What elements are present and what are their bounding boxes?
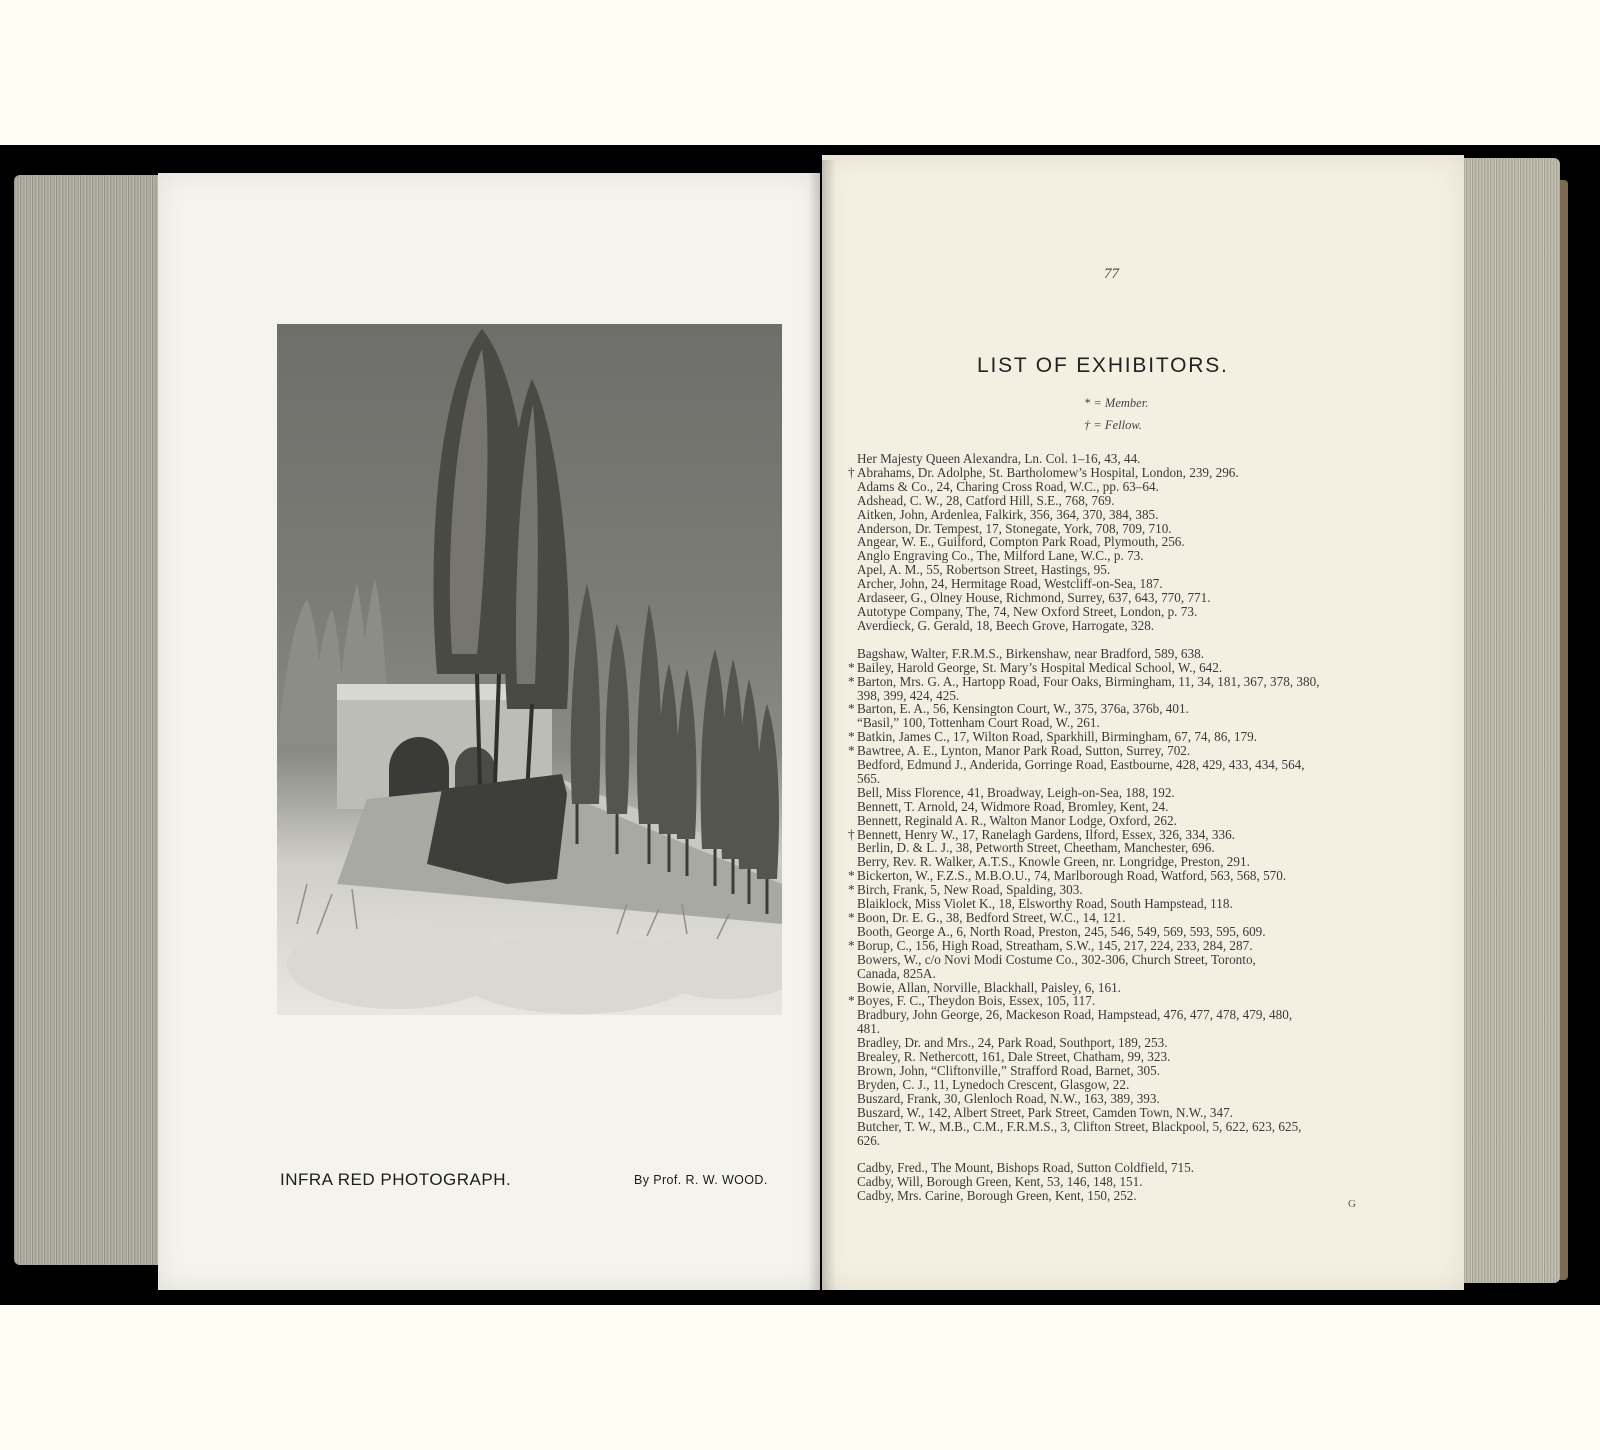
exhibitor-entry (848, 702, 1388, 716)
exhibitor-entry (848, 744, 1388, 758)
membership-mark: * (848, 993, 855, 1009)
group-gap (848, 1147, 1388, 1161)
exhibitor-text: Anderson, Dr. Tempest, 17, Stonegate, York, 708, 709, 710. (857, 520, 1172, 536)
exhibitor-text: Bagshaw, Walter, F.R.M.S., Birkenshaw, near Bradford, 589, 638. (857, 645, 1205, 661)
exhibitor-text: Angear, W. E., Guilford, Compton Park Road, Plymouth, 256. (857, 534, 1185, 550)
exhibitor-text: Bailey, Harold George, St. Mary’s Hospital Medical School, W., 642. (857, 659, 1223, 675)
page-edges-right (1460, 158, 1560, 1283)
exhibitor-entry (848, 1189, 1388, 1203)
exhibitor-text: Archer, John, 24, Hermitage Road, Westcliff-on-Sea, 187. (857, 576, 1163, 592)
exhibitor-text: Barton, E. A., 56, Kensington Court, W., 375, 376a, 376b, 401. (857, 701, 1189, 717)
exhibitor-entry (848, 869, 1388, 883)
membership-mark: * (848, 937, 855, 953)
infrared-photograph (277, 324, 782, 1015)
book-gutter (808, 160, 836, 1290)
page-edges-left (14, 175, 164, 1265)
exhibitor-entry (848, 939, 1388, 953)
exhibitor-entry-continuation: 398, 399, 424, 425. (857, 687, 960, 703)
exhibitor-entry (848, 1120, 1388, 1134)
exhibitor-text: Brealey, R. Nethercott, 161, Dale Street, Chatham, 99, 323. (857, 1049, 1171, 1065)
exhibitor-entry (848, 758, 1388, 772)
exhibitor-text: Boyes, F. C., Theydon Bois, Essex, 105, 117. (857, 993, 1096, 1009)
exhibitor-text: Cadby, Will, Borough Green, Kent, 53, 146, 148, 151. (857, 1174, 1143, 1190)
membership-mark: * (848, 910, 855, 925)
exhibitor-entry (848, 1175, 1388, 1189)
exhibitor-entry (848, 549, 1388, 563)
membership-mark: * (848, 729, 855, 745)
exhibitor-text: Borup, C., 156, High Road, Streatham, S.W., 145, 217, 224, 233, 284, 287. (857, 937, 1253, 953)
page-number: 77 (1104, 266, 1119, 282)
exhibitor-text: Buszard, Frank, 30, Glenloch Road, N.W., 163, 389, 393. (857, 1090, 1160, 1106)
exhibitor-entry (848, 1008, 1388, 1022)
exhibitor-entry (848, 1092, 1388, 1106)
exhibitor-text: Barton, Mrs. G. A., Hartopp Road, Four Oaks, Birmingham, 11, 34, 181, 367, 378, 380, (857, 673, 1320, 689)
exhibitor-text: Bennett, T. Arnold, 24, Widmore Road, Bromley, Kent, 24. (857, 798, 1169, 814)
exhibitor-entry (848, 925, 1388, 939)
exhibitor-text: Birch, Frank, 5, New Road, Spalding, 303. (857, 882, 1083, 898)
exhibitor-entry (848, 563, 1388, 577)
membership-mark: * (848, 882, 855, 898)
membership-mark: * (848, 743, 855, 759)
exhibitor-entry (848, 494, 1388, 508)
exhibitor-entry-continuation: 565. (857, 770, 881, 786)
exhibitor-entry (848, 466, 1388, 480)
photo-caption-title: INFRA RED PHOTOGRAPH. (280, 1170, 512, 1189)
exhibitor-text: Bradbury, John George, 26, Mackeson Road, Hampstead, 476, 477, 478, 479, 480, (857, 1007, 1293, 1023)
exhibitor-entry (848, 1036, 1388, 1050)
exhibitor-entry (848, 911, 1388, 925)
exhibitor-entry-continuation: 626. (857, 1132, 881, 1148)
exhibitor-text: Bickerton, W., F.Z.S., M.B.O.U., 74, Marlborough Road, Watford, 563, 568, 570. (857, 868, 1287, 884)
exhibitor-entry (848, 730, 1388, 744)
exhibitor-text: Ardaseer, G., Olney House, Richmond, Surrey, 637, 643, 770, 771. (857, 590, 1211, 606)
exhibitor-text: Her Majesty Queen Alexandra, Ln. Col. 1–16, 43, 44. (857, 451, 1141, 466)
exhibitor-entry (848, 591, 1388, 605)
exhibitor-text: “Basil,” 100, Tottenham Court Road, W., 261. (857, 715, 1100, 731)
exhibitor-text: Cadby, Fred., The Mount, Bishops Road, Sutton Coldfield, 715. (857, 1160, 1195, 1176)
exhibitor-text: Boon, Dr. E. G., 38, Bedford Street, W.C., 14, 121. (857, 910, 1126, 925)
exhibitor-entry (848, 1078, 1388, 1092)
exhibitor-entry (848, 883, 1388, 897)
membership-mark: * (848, 659, 855, 675)
exhibitor-entry (848, 981, 1388, 995)
exhibitor-entry (848, 800, 1388, 814)
exhibitor-text: Bradley, Dr. and Mrs., 24, Park Road, Southport, 189, 253. (857, 1035, 1168, 1051)
exhibitor-entry (848, 452, 1388, 466)
group-gap (848, 633, 1388, 647)
exhibitor-text: Bedford, Edmund J., Anderida, Gorringe Road, Eastbourne, 428, 429, 433, 434, 564, (857, 757, 1305, 773)
exhibitor-entry (848, 619, 1388, 633)
exhibitor-text: Bryden, C. J., 11, Lynedoch Crescent, Glasgow, 22. (857, 1076, 1130, 1092)
exhibitor-text: Cadby, Mrs. Carine, Borough Green, Kent, 150, 252. (857, 1188, 1137, 1204)
exhibitor-entry (848, 480, 1388, 494)
exhibitor-entry (848, 841, 1388, 855)
exhibitor-entry (848, 577, 1388, 591)
exhibitor-text: Bowers, W., c/o Novi Modi Costume Co., 302-306, Church Street, Toronto, (857, 951, 1256, 967)
exhibitor-entry (848, 508, 1388, 522)
exhibitor-text: Batkin, James C., 17, Wilton Road, Sparkhill, Birmingham, 67, 74, 86, 179. (857, 729, 1257, 745)
exhibitor-entry (848, 786, 1388, 800)
exhibitor-text: Bell, Miss Florence, 41, Broadway, Leigh-on-Sea, 188, 192. (857, 784, 1175, 800)
exhibitor-text: Bowie, Allan, Norville, Blackhall, Paisley, 6, 161. (857, 979, 1121, 995)
exhibitor-text: Blaiklock, Miss Violet K., 18, Elsworthy Road, South Hampstead, 118. (857, 896, 1233, 912)
exhibitor-text: Buszard, W., 142, Albert Street, Park Street, Camden Town, N.W., 347. (857, 1104, 1233, 1120)
exhibitor-entry (848, 814, 1388, 828)
membership-mark: † (848, 464, 855, 480)
exhibitor-entry (848, 647, 1388, 661)
exhibitor-entry (848, 605, 1388, 619)
exhibitor-text: Adams & Co., 24, Charing Cross Road, W.C., pp. 63–64. (857, 478, 1159, 494)
exhibitor-entry (848, 897, 1388, 911)
exhibitor-entry (848, 1064, 1388, 1078)
exhibitor-entry (848, 661, 1388, 675)
exhibitor-entry (848, 994, 1388, 1008)
exhibitor-entry (848, 828, 1388, 842)
exhibitor-text: Anglo Engraving Co., The, Milford Lane, W.C., p. 73. (857, 548, 1144, 564)
exhibitor-entry-continuation: Canada, 825A. (857, 965, 936, 981)
exhibitor-text: Berlin, D. & L. J., 38, Petworth Street, Cheetham, Manchester, 696. (857, 840, 1215, 856)
exhibitor-text: Bawtree, A. E., Lynton, Manor Park Road, Sutton, Surrey, 702. (857, 743, 1191, 759)
exhibitor-text: Butcher, T. W., M.B., C.M., F.R.M.S., 3, Clifton Street, Blackpool, 5, 622, 623, 625, (857, 1118, 1302, 1134)
exhibitor-entry-continuation: 481. (857, 1021, 881, 1037)
page-title: LIST OF EXHIBITORS. (977, 354, 1229, 377)
membership-mark: * (848, 673, 855, 689)
signature-mark: G (1348, 1198, 1356, 1210)
exhibitor-text: Bennett, Henry W., 17, Ranelagh Gardens, Ilford, Essex, 326, 334, 336. (857, 826, 1235, 842)
exhibitor-entry (848, 675, 1388, 689)
exhibitor-text: Autotype Company, The, 74, New Oxford Street, London, p. 73. (857, 603, 1198, 619)
exhibitor-list (848, 452, 1388, 1203)
membership-mark: * (848, 701, 855, 717)
exhibitor-entry (848, 522, 1388, 536)
exhibitor-entry (848, 535, 1388, 549)
exhibitor-entry (848, 1050, 1388, 1064)
exhibitor-text: Berry, Rev. R. Walker, A.T.S., Knowle Green, nr. Longridge, Preston, 291. (857, 854, 1250, 870)
legend-fellow: † = Fellow. (1084, 418, 1142, 432)
exhibitor-text: Brown, John, “Cliftonville,” Strafford Road, Barnet, 305. (857, 1062, 1161, 1078)
exhibitor-text: Bennett, Reginald A. R., Walton Manor Lodge, Oxford, 262. (857, 812, 1177, 828)
exhibitor-entry (848, 855, 1388, 869)
legend-member: * = Member. (1084, 396, 1149, 410)
exhibitor-text: Adshead, C. W., 28, Catford Hill, S.E., 768, 769. (857, 492, 1115, 508)
exhibitor-entry (848, 716, 1388, 730)
exhibitor-text: Abrahams, Dr. Adolphe, St. Bartholomew’s Hospital, London, 239, 296. (857, 464, 1239, 480)
exhibitor-text: Aitken, John, Ardenlea, Falkirk, 356, 364, 370, 384, 385. (857, 506, 1159, 522)
photo-caption-credit: By Prof. R. W. WOOD. (634, 1173, 768, 1187)
exhibitor-entry (848, 953, 1388, 967)
exhibitor-text: Averdieck, G. Gerald, 18, Beech Grove, Harrogate, 328. (857, 617, 1155, 633)
exhibitor-entry (848, 1161, 1388, 1175)
membership-mark: † (848, 826, 855, 842)
membership-mark: * (848, 868, 855, 884)
exhibitor-text: Apel, A. M., 55, Robertson Street, Hastings, 95. (857, 562, 1111, 578)
exhibitor-text: Booth, George A., 6, North Road, Preston, 245, 546, 549, 569, 593, 595, 609. (857, 923, 1266, 939)
exhibitor-entry (848, 1106, 1388, 1120)
